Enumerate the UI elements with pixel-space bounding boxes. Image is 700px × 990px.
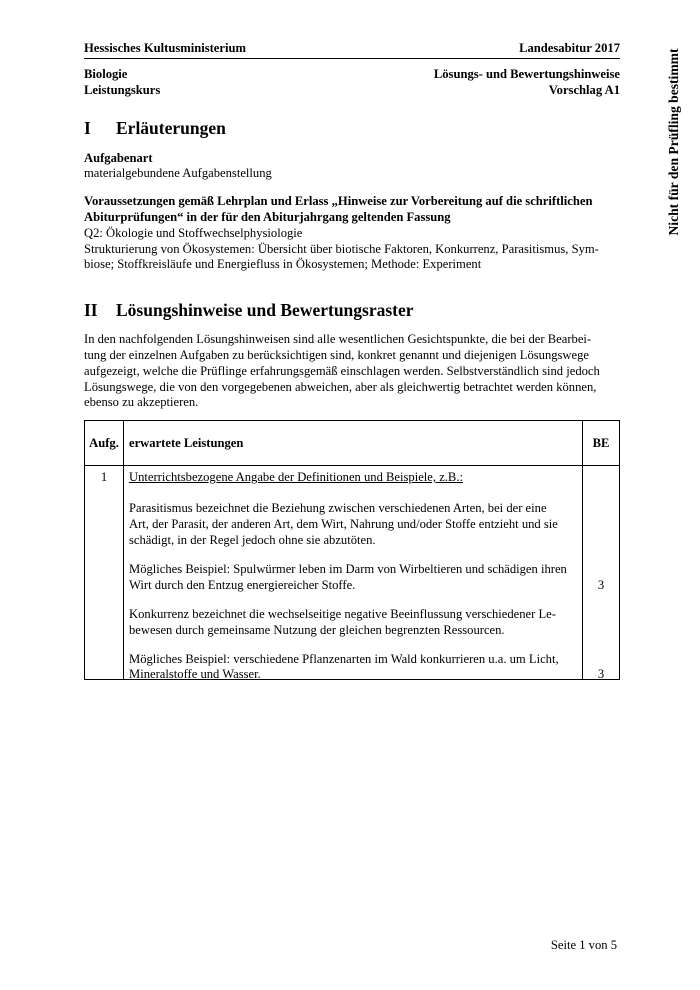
example-line: Mögliches Beispiel: verschiedene Pflanzenarten im Wald konkurrieren u.a. um Licht,: [129, 652, 559, 666]
intro-line-3: aufgezeigt, welche die Prüflinge erfahrungsgemäß einschlagen werden. Selbstverständlich sind jedoch: [84, 364, 600, 378]
definition-line: bewesen durch gemeinsame Nutzung der gleichen begrenzten Ressourcen.: [129, 623, 505, 637]
grading-table: [84, 420, 620, 680]
document-type: Lösungs- und Bewertungshinweise: [433, 67, 620, 81]
header-row-2: [84, 66, 620, 82]
header-row-divider: [85, 465, 619, 466]
subject: Biologie: [84, 67, 128, 81]
definition-line: Parasitismus bezeichnet die Beziehung zwischen verschiedenen Arten, bei der eine: [129, 501, 547, 515]
example-line: Mögliches Beispiel: Spulwürmer leben im Darm von Wirbeltieren und schädigen ihren: [129, 562, 567, 576]
side-note: [666, 44, 682, 240]
column-divider: [582, 421, 583, 679]
section-2-title: Lösungshinweise und Bewertungsraster: [116, 300, 414, 320]
intro-line-4: Lösungswege, die von den vorgegebenen abweichen, aber als gleichwertig betrachtet werden können,: [84, 380, 597, 394]
header-points: BE: [592, 436, 610, 450]
task-type-value: materialgebundene Aufgabenstellung: [84, 166, 272, 180]
proposal-label: Vorschlag A1: [548, 83, 620, 97]
definition-line: Art, der Parasit, der anderen Art, dem Wirt, Nahrung und/oder Stoffe entzieht und sie: [129, 517, 558, 531]
task-number: 1: [100, 470, 108, 484]
expected-heading: Unterrichtsbezogene Angabe der Definitionen und Beispiele, z.B.:: [129, 470, 463, 484]
header-divider: [84, 58, 620, 59]
points-value: 3: [597, 667, 605, 681]
intro-line-2: tung der einzelnen Aufgaben zu berücksichtigen sind, konkret genannt und diejenigen Lösungswege: [84, 348, 590, 362]
prereq-detail-2: biose; Stoffkreisläufe und Energiefluss in Ökosystemen; Methode: Experiment: [84, 257, 482, 271]
intro-line-1: In den nachfolgenden Lösungshinweisen sind alle wesentlichen Gesichtspunkte, die bei der Bearbei-: [84, 332, 592, 346]
header-top-row: [84, 40, 620, 56]
ministry-name: Hessisches Kultusministerium: [84, 41, 246, 55]
section-1-number: I: [84, 118, 91, 138]
section-2-heading: [84, 300, 414, 320]
intro-line-5: ebenso zu akzeptieren.: [84, 395, 199, 409]
header-expected: erwartete Leistungen: [129, 436, 244, 450]
definition-line: schädigt, in der Regel jedoch ohne sie abzutöten.: [129, 533, 376, 547]
prereq-detail-1: Strukturierung von Ökosystemen: Übersicht über biotische Faktoren, Konkurrenz, Parasitismus, Sym-: [84, 242, 599, 256]
column-divider: [123, 421, 124, 679]
header-task: Aufg.: [89, 436, 119, 450]
prereq-topic: Q2: Ökologie und Stoffwechselphysiologie: [84, 226, 303, 240]
exam-title: Landesabitur 2017: [519, 41, 620, 55]
side-note-text: Nicht für den Prüfling bestimmt: [666, 48, 681, 236]
section-1-heading: [84, 118, 226, 138]
example-line: Wirt durch den Entzug energiereicher Stoffe.: [129, 578, 356, 592]
header-row-3: [84, 82, 620, 98]
example-line: Mineralstoffe und Wasser.: [129, 667, 261, 681]
page-number: Seite 1 von 5: [550, 938, 617, 952]
course-level: Leistungskurs: [84, 83, 161, 97]
section-2-number: II: [84, 300, 98, 320]
task-type-label: Aufgabenart: [84, 151, 153, 165]
definition-line: Konkurrenz bezeichnet die wechselseitige negative Beeinflussung verschiedener Le-: [129, 607, 556, 621]
prereq-line-2: Abiturprüfungen“ in der für den Abiturjahrgang geltenden Fassung: [84, 210, 451, 224]
prereq-line-1: Voraussetzungen gemäß Lehrplan und Erlass „Hinweise zur Vorbereitung auf die schriftlichen: [84, 194, 593, 208]
section-1-title: Erläuterungen: [116, 118, 226, 138]
points-value: 3: [597, 578, 605, 592]
